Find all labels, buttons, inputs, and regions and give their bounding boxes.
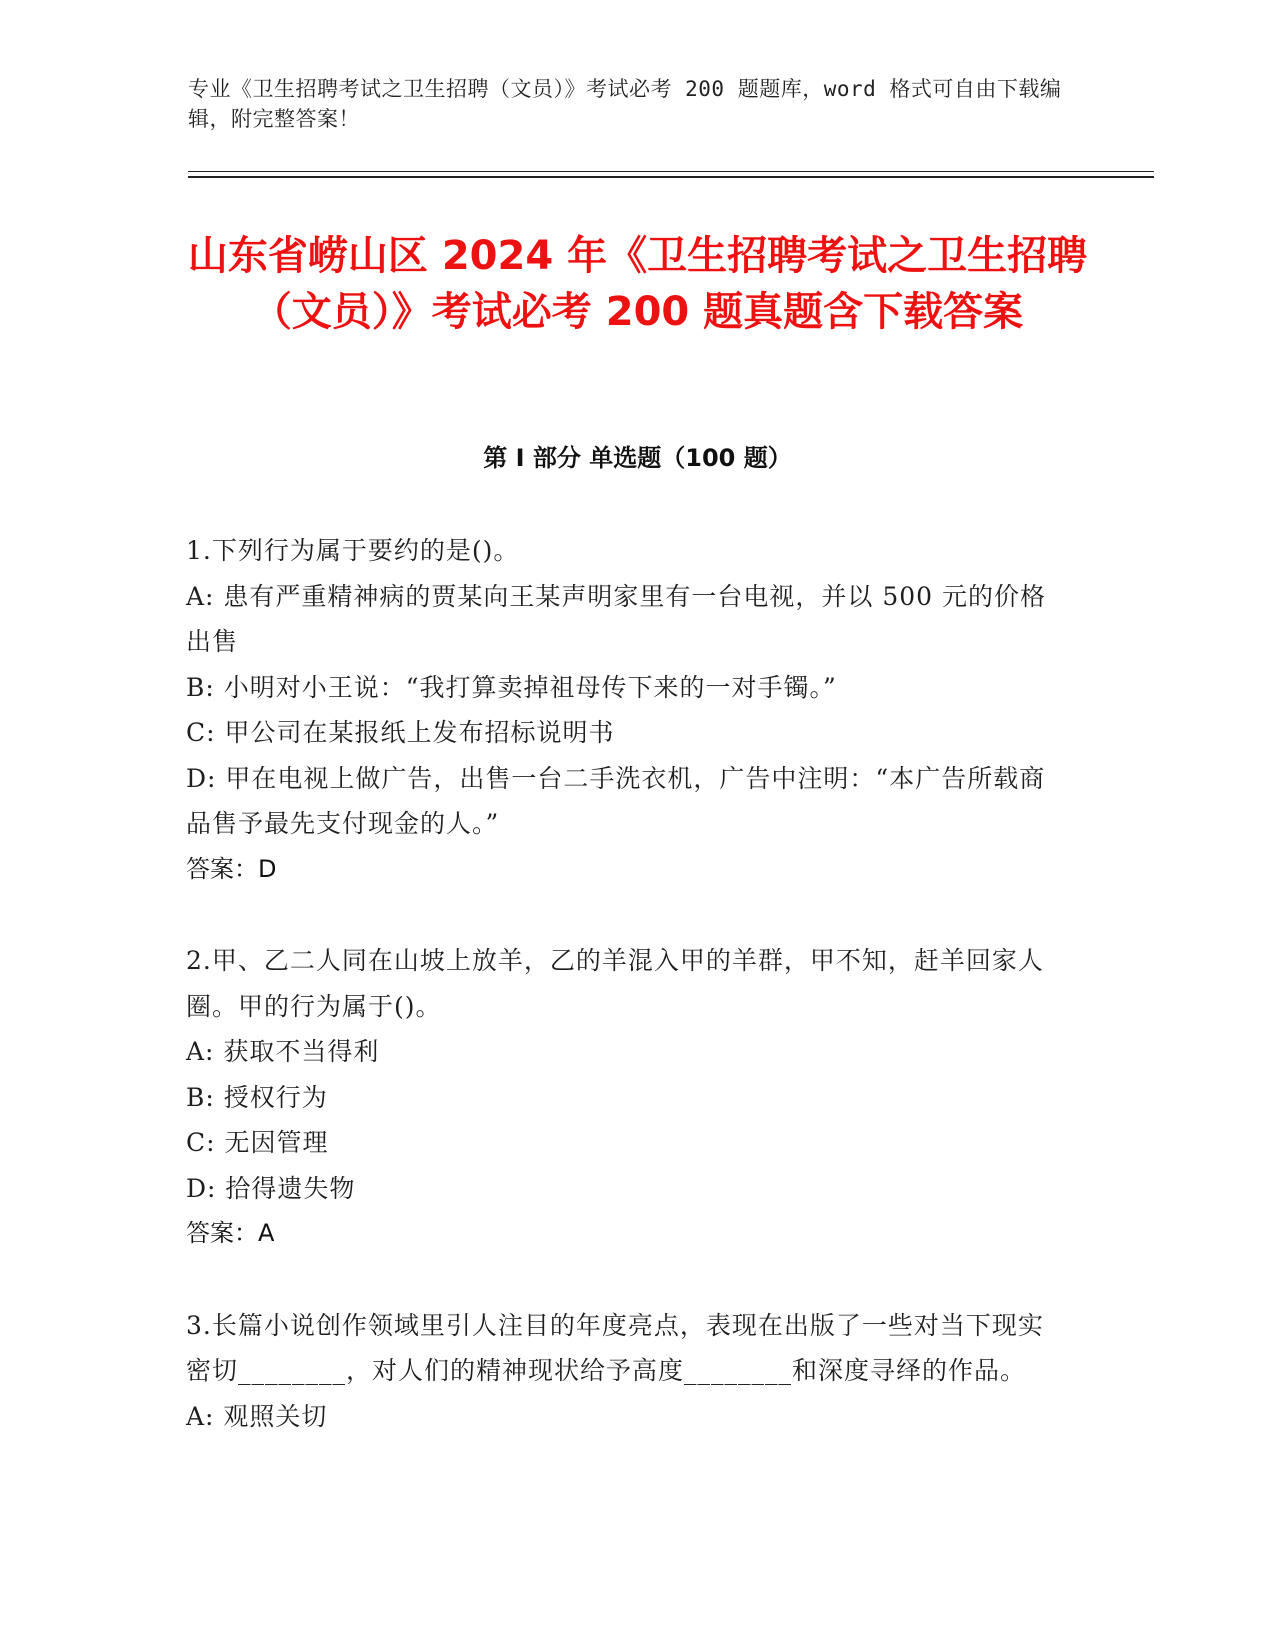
option-c: C: 无因管理 — [186, 1128, 329, 1157]
option-b: B: 授权行为 — [186, 1082, 328, 1112]
option-c: C: 甲公司在某报纸上发布招标说明书 — [186, 718, 615, 747]
answer: 答案：D — [186, 854, 277, 883]
question-stem: 2.甲、乙二人同在山坡上放羊，乙的羊混入甲的羊群，甲不知，赶羊回家人圈。甲的行为属于()。 — [186, 946, 1044, 1021]
question-stem: 1.下列行为属于要约的是()。 — [186, 536, 520, 565]
document-title: 山东省崂山区 2024 年《卫生招聘考试之卫生招聘（文员）》考试必考 200 题真题含下载答案 — [187, 233, 1088, 335]
option-d: D: 拾得遗失物 — [186, 1173, 356, 1203]
answer: 答案：A — [186, 1219, 275, 1247]
option-a: A: 获取不当得利 — [186, 1037, 380, 1066]
option-b: B: 小明对小王说：“我打算卖掉祖母传下来的一对手镯。” — [186, 672, 837, 702]
question-stem: 3.长篇小说创作领域里引人注目的年度亮点，表现在出版了一些对当下现实密切________，对人们的精神现状给予高度________和深度寻绎的作品。 — [186, 1310, 1044, 1385]
header-divider-thick — [188, 176, 1154, 178]
question-3 — [186, 1303, 1066, 1440]
question-list — [186, 528, 1066, 1485]
option-a: A: 患有严重精神病的贾某向王某声明家里有一台电视，并以 500 元的价格出售 — [186, 581, 1047, 656]
question-2 — [186, 938, 1066, 1257]
option-a: A: 观照关切 — [186, 1401, 328, 1431]
question-1 — [186, 528, 1066, 892]
option-d: D: 甲在电视上做广告，出售一台二手洗衣机，广告中注明：“本广告所载商品售予最先支付现金的人。” — [186, 763, 1046, 838]
section-heading: 第 I 部分 单选题（100 题） — [483, 444, 792, 472]
header-divider-thin — [188, 171, 1154, 172]
header-note: 专业《卫生招聘考试之卫生招聘（文员）》考试必考 200 题题库，word 格式可自由下载编辑，附完整答案！ — [188, 77, 1062, 131]
